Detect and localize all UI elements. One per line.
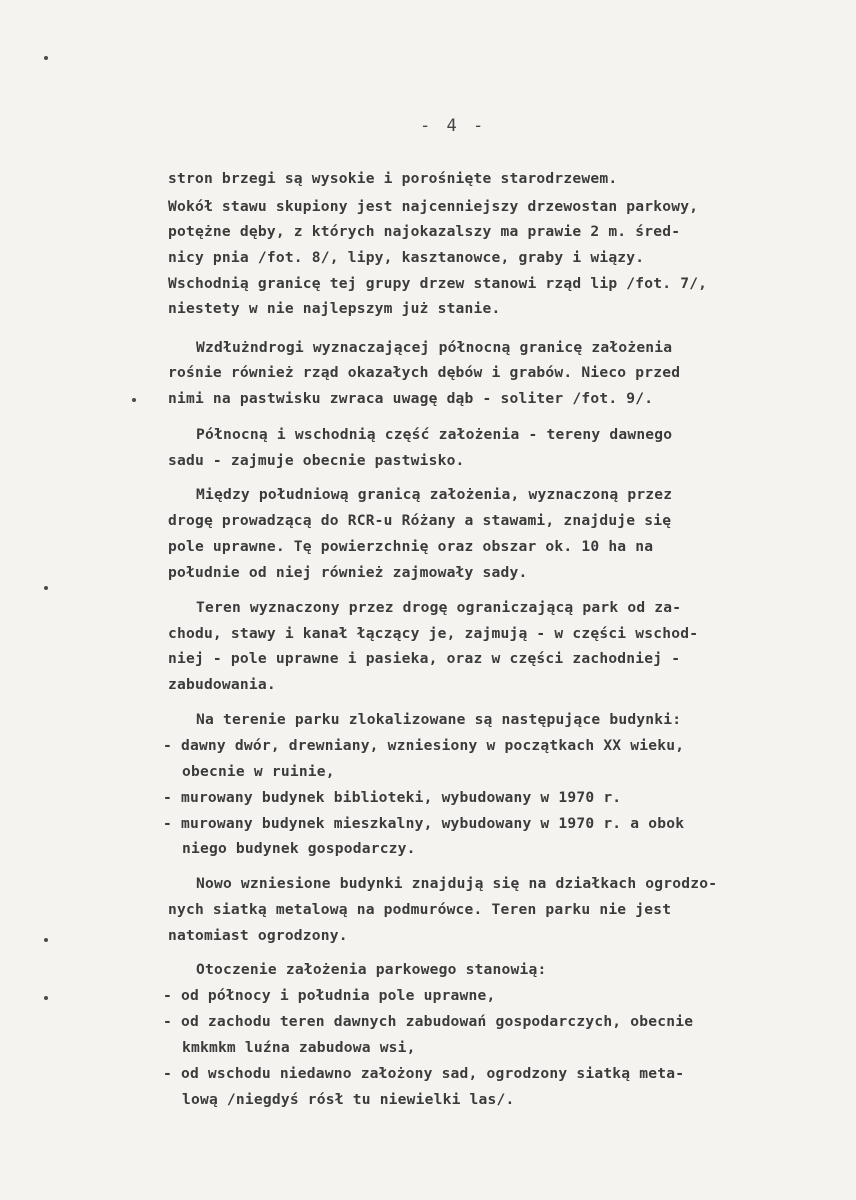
text-line: Północną i wschodnią część założenia - tereny dawnego xyxy=(196,426,673,443)
text-line: nych siatką metalową na podmurówce. Teren parku nie jest xyxy=(168,901,672,918)
text-line: stron brzegi są wysokie i porośnięte starodrzewem. xyxy=(168,170,618,187)
binding-hole-dot xyxy=(44,996,48,1000)
list-item: - murowany budynek biblioteki, wybudowany w 1970 r. xyxy=(163,789,622,806)
list-item: - od zachodu teren dawnych zabudowań gospodarczych, obecnie xyxy=(163,1013,694,1030)
text-line: potężne dęby, z których najokazalszy ma prawie 2 m. śred- xyxy=(168,223,681,240)
text-line: Wokół stawu skupiony jest najcenniejszy drzewostan parkowy, xyxy=(168,198,699,215)
list-item: - od wschodu niedawno założony sad, ogrodzony siatką meta- xyxy=(163,1065,685,1082)
list-item: kmkmkm luźna zabudowa wsi, xyxy=(182,1039,416,1056)
text-line: nimi na pastwisku zwraca uwagę dąb - soliter /fot. 9/. xyxy=(168,390,654,407)
binding-hole-dot xyxy=(44,586,48,590)
text-line: drogę prowadzącą do RCR-u Różany a stawami, znajduje się xyxy=(168,512,672,529)
text-line: Na terenie parku zlokalizowane są następujące budynki: xyxy=(196,711,682,728)
text-line: pole uprawne. Tę powierzchnię oraz obszar ok. 10 ha na xyxy=(168,538,654,555)
binding-hole-dot xyxy=(132,398,136,402)
list-item: - od północy i południa pole uprawne, xyxy=(163,987,496,1004)
text-line: niestety w nie najlepszym już stanie. xyxy=(168,300,501,317)
list-item: obecnie w ruinie, xyxy=(182,763,335,780)
text-line: rośnie również rząd okazałych dębów i grabów. Nieco przed xyxy=(168,364,681,381)
text-line: Wzdłużndrogi wyznaczającej północną granicę założenia xyxy=(196,339,673,356)
text-line: nicy pnia /fot. 8/, lipy, kasztanowce, graby i wiązy. xyxy=(168,249,645,266)
text-line: Teren wyznaczony przez drogę ograniczającą park od za- xyxy=(196,599,682,616)
text-line: Wschodnią granicę tej grupy drzew stanowi rząd lip /fot. 7/, xyxy=(168,275,708,292)
list-item: - dawny dwór, drewniany, wzniesiony w początkach XX wieku, xyxy=(163,737,685,754)
text-line: Otoczenie założenia parkowego stanowią: xyxy=(196,961,547,978)
list-item: lową /niegdyś rósł tu niewielki las/. xyxy=(182,1091,515,1108)
binding-hole-dot xyxy=(44,938,48,942)
text-line: zabudowania. xyxy=(168,676,276,693)
text-line: południe od niej również zajmowały sady. xyxy=(168,564,528,581)
list-item: niego budynek gospodarczy. xyxy=(182,840,416,857)
binding-hole-dot xyxy=(44,56,48,60)
text-line: chodu, stawy i kanał łączący je, zajmują - w części wschod- xyxy=(168,625,699,642)
list-item: - murowany budynek mieszkalny, wybudowany w 1970 r. a obok xyxy=(163,815,685,832)
text-line: sadu - zajmuje obecnie pastwisko. xyxy=(168,452,465,469)
page-number: - 4 - xyxy=(420,116,487,136)
text-line: natomiast ogrodzony. xyxy=(168,927,348,944)
text-line: Między południową granicą założenia, wyznaczoną przez xyxy=(196,486,673,503)
text-line: niej - pole uprawne i pasieka, oraz w części zachodniej - xyxy=(168,650,681,667)
text-line: Nowo wzniesione budynki znajdują się na działkach ogrodzo- xyxy=(196,875,718,892)
